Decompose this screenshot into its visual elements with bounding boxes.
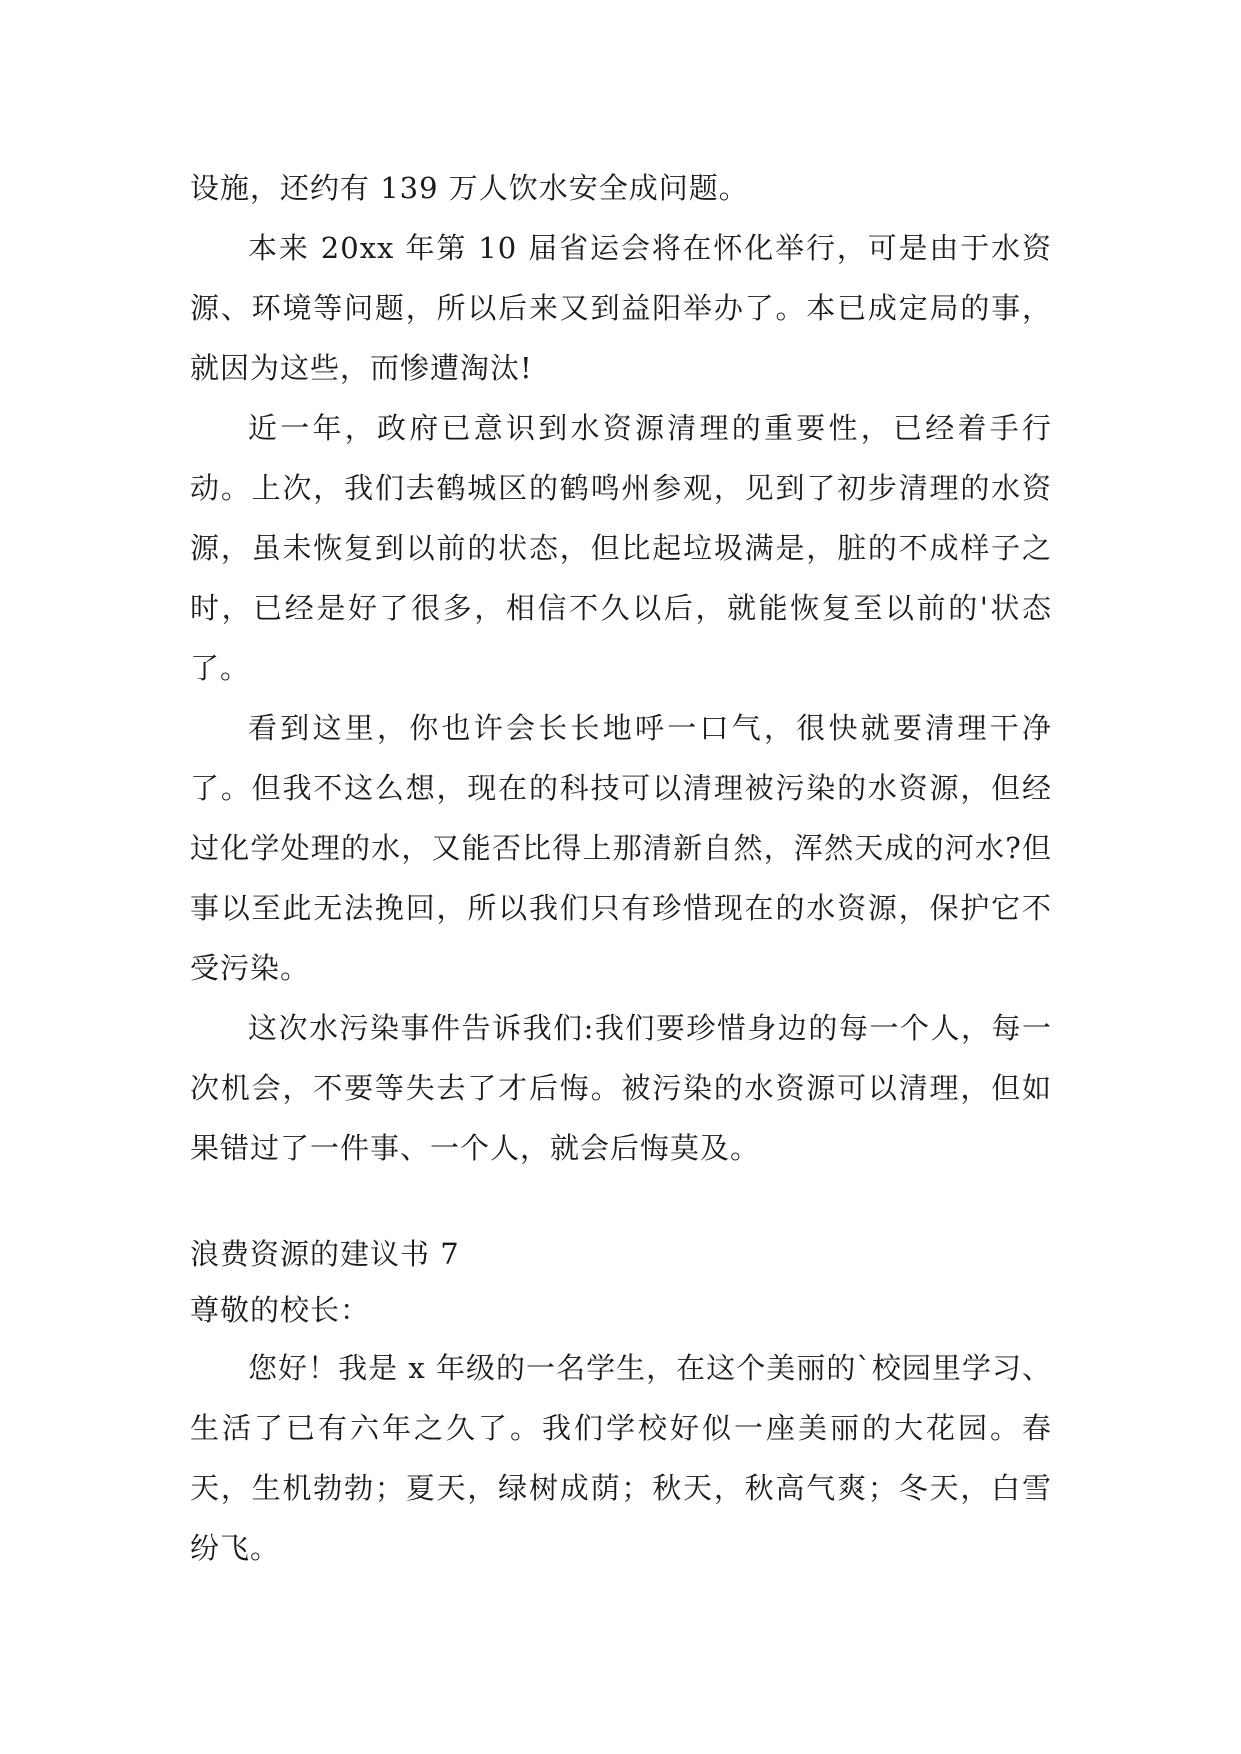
document-body — [190, 158, 1052, 1578]
section-gap — [190, 1178, 1052, 1226]
paragraph-continuation: 设施，还约有 139 万人饮水安全成问题。 — [190, 171, 749, 205]
section-title: 浪费资源的建议书 7 — [190, 1237, 460, 1271]
letter-salutation: 尊敬的校长： — [190, 1293, 371, 1327]
paragraph-chemical-treatment: 看到这里，你也许会长长地呼一口气，很快就要清理干净了。但我不这么想，现在的科技可以清理被污染的水资源，但经过化学处理的水，又能否比得上那清新自然，浑然天成的河水?但事以至此无法挽回，所以我们只有珍惜现在的水资源，保护它不受污染。 — [190, 711, 1052, 985]
paragraph-lesson: 这次水污染事件告诉我们:我们要珍惜身边的每一个人，每一次机会，不要等失去了才后悔。被污染的水资源可以清理，但如果错过了一件事、一个人，就会后悔莫及。 — [190, 1011, 1052, 1165]
paragraph-greeting: 您好！我是 x 年级的一名学生，在这个美丽的`校园里学习、生活了已有六年之久了。我们学校好似一座美丽的大花园。春天，生机勃勃；夏天，绿树成荫；秋天，秋高气爽；冬天，白雪纷飞。 — [190, 1351, 1052, 1565]
paragraph-government-action: 近一年，政府已意识到水资源清理的重要性，已经着手行动。上次，我们去鹤城区的鹤鸣州参观，见到了初步清理的水资源，虽未恢复到以前的状态，但比起垃圾满是，脏的不成样子之时，已经是好了很多，相信不久以后，就能恢复至以前的'状态了。 — [190, 411, 1052, 685]
paragraph-provincial-games: 本来 20xx 年第 10 届省运会将在怀化举行，可是由于水资源、环境等问题，所以后来又到益阳举办了。本已成定局的事，就因为这些，而惨遭淘汰! — [190, 231, 1052, 385]
